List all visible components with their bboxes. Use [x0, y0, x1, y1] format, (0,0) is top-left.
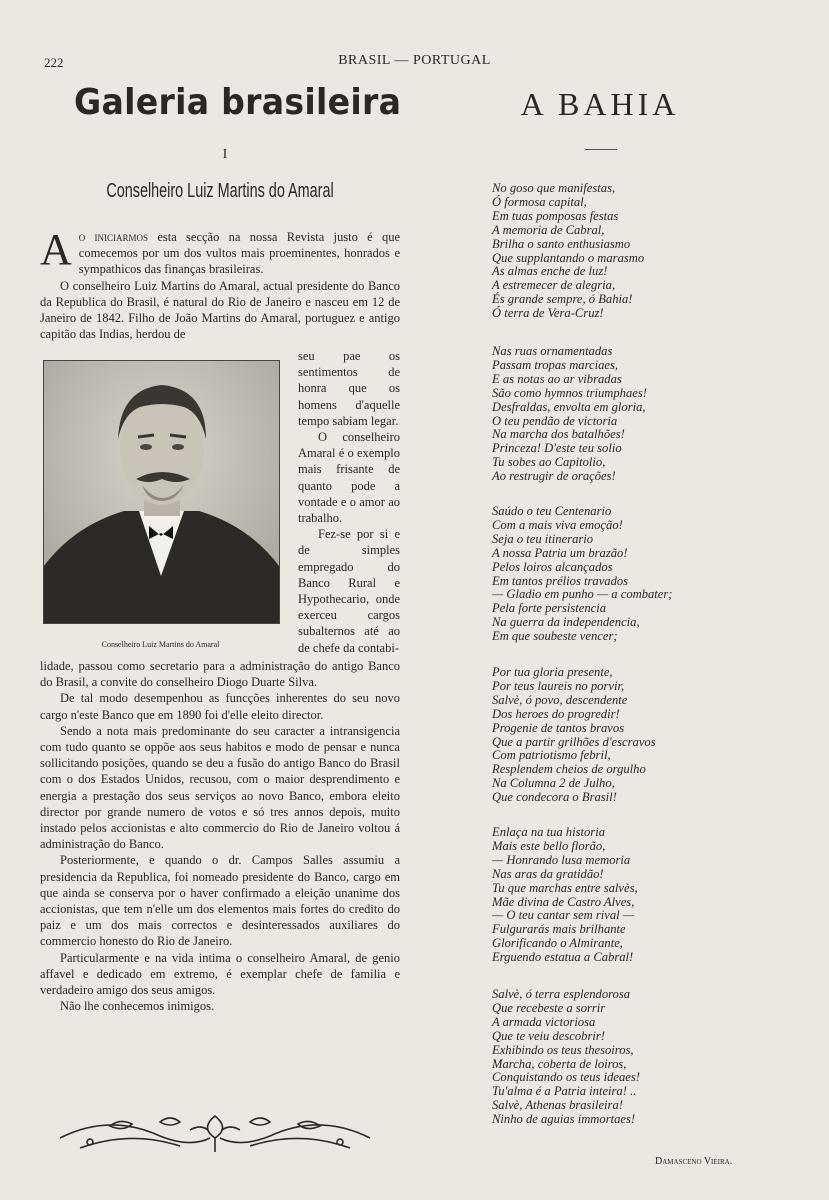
poem-line: Desfraldas, envolta em gloria,: [492, 399, 646, 414]
poem-line: Que te veiu descobrir!: [492, 1028, 605, 1043]
poem-line: Nas aras da gratidão!: [492, 866, 604, 881]
poem-line: Pelos loiros alcançados: [492, 559, 613, 574]
poem-signature: Damasceno Vieira.: [655, 1156, 733, 1167]
poem-line: Conquistando os teus ideaes!: [492, 1070, 640, 1085]
poem-line: Na marcha dos batalhões!: [492, 427, 625, 442]
section-numeral: I: [222, 147, 228, 162]
drop-cap: A: [40, 225, 72, 274]
poem-line: Ó formosa capital,: [492, 194, 587, 209]
article-side-column: [298, 348, 400, 656]
poem-stanza: [492, 345, 812, 484]
poem-line: Exhibindo os teus thesoiros,: [492, 1042, 634, 1057]
poem-line: Erguendo estatua a Cabral!: [492, 950, 634, 965]
poem-stanza: [492, 666, 812, 805]
intro-smallcaps: o iniciarmos: [78, 230, 149, 244]
article-title: Galeria brasileira: [74, 82, 402, 123]
poem-line: Seja o teu itinerario: [492, 531, 594, 546]
poem-line: Na Columna 2 de Julho,: [492, 776, 615, 791]
poem-stanza: [492, 826, 812, 965]
poem-line: — Honrando lusa memoria: [492, 852, 631, 867]
poem-line: Pela forte persistencia: [492, 601, 607, 616]
poem-line: Com patriotismo febril,: [492, 748, 611, 763]
poem-line: E as notas ao ar vibradas: [492, 371, 622, 386]
poem-line: Que a partir grilhões d'escravos: [492, 734, 656, 749]
poem-line: Tu'alma é a Patria inteira! ..: [492, 1084, 637, 1099]
poem-line: Com a mais viva emoção!: [492, 517, 623, 532]
poem-line: Ao restrugir de orações!: [492, 469, 616, 484]
poem-line: Resplendem cheios de orgulho: [492, 762, 646, 777]
poem-line: Passam tropas marciaes,: [492, 357, 619, 372]
paragraph: Particularmente e na vida intima o conselheiro Amaral, de genio affavel e dedicado em extremo, é exemplar chefe de familia e verdadeiro amigo dos seus amigos.: [40, 950, 400, 998]
running-head: BRASIL — PORTUGAL: [338, 53, 491, 68]
poem-line: Salvè, Athenas brasileira!: [492, 1098, 623, 1113]
intro-text: esta secção na nossa Revista justo é que comecemos por um dos vultos mais proeminentes, honrados e sympathicos das finanças brasileiras.: [78, 230, 400, 277]
paragraph: Fez-se por si e de simples empregado do Banco Rural e Hypothecario, onde exerceu cargos subalternos até ao de chefe da contabi-: [298, 527, 400, 655]
paragraph: Não lhe conhecemos inimigos.: [60, 999, 215, 1014]
poem-line: Em tuas pomposas festas: [492, 208, 619, 223]
poem-line: Marcha, coberta de loiros,: [492, 1056, 627, 1071]
poem-line: Em que soubeste vencer;: [492, 629, 618, 644]
poem-line: Brilha o santo enthusiasmo: [492, 236, 631, 251]
poem-line: Nas ruas ornamentadas: [492, 344, 613, 358]
poem-stanza: [492, 182, 812, 321]
portrait-illustration: [44, 361, 279, 623]
paragraph: Sendo a nota mais predominante do seu caracter a intransigencia com tudo quanto se oppõe aos seus habitos e modo de pensar e nunca sollicitando posições, quando se deu a fusão do antigo Banco do Brasil com o dos Estados Unidos, recusou, com o maior desprendimento e energia a prestação dos seus serviços ao novo Banco, embora eleito director por grande numero de votos e só tres annos depois, muito instado pelos accionistas e alto commercio do Rio de Janeiro voltou á administração do Banco.: [40, 723, 400, 852]
poem-line: Glorificando o Almirante,: [492, 936, 623, 951]
poem-line: Dos heroes do progredir!: [492, 706, 620, 721]
article-subheading: Conselheiro Luiz Martins do Amaral: [106, 180, 334, 202]
poem-line: São como hymnos triumphaes!: [492, 385, 647, 400]
paragraph: De tal modo desempenhou as funcções inherentes do seu novo cargo n'este Banco que em 1890 foi d'elle eleito director.: [40, 691, 400, 722]
poem-line: Que condecora o Brasil!: [492, 790, 617, 805]
paragraph: O conselheiro Amaral é o exemplo mais frisante de quanto pode a vontade e o amor ao trabalho.: [298, 430, 400, 526]
poem-line: Mãe divina de Castro Alves,: [492, 894, 635, 909]
poem-line: Em tantos prélios travados: [492, 573, 629, 588]
poem-line: Ninho de aguias immortaes!: [492, 1112, 636, 1127]
poem-line: És grande sempre, ó Bahia!: [492, 292, 633, 307]
page-number: 222: [44, 55, 64, 70]
ornament-vignette: [50, 1108, 380, 1158]
poem-line: Que recebeste a sorrir: [492, 1000, 606, 1015]
poem-title: A BAHIA: [520, 86, 680, 122]
article-intro: [40, 225, 400, 342]
paragraph: Posteriormente, e quando o dr. Campos Salles assumiu a presidencia da Republica, foi nomeado presidente do Banco, cargo em que ainda se conserva por o haver confirmado a eleição unanime dos accionistas, que tem n'elle um dos elementos mais fortes do credito do paiz e um dos mais correctos e desinteressados auxiliares do commercio honesto do Rio de Janeiro.: [40, 853, 400, 949]
poem-line: No goso que manifestas,: [492, 181, 616, 195]
title-rule: [585, 149, 617, 150]
poem-line: Princeza! D'este teu solio: [492, 441, 622, 456]
paragraph: seu pae os sentimentos de honra que os homens d'aquelle tempo sabiam legar.: [298, 349, 400, 428]
poem-line: Por teus laureis no porvir,: [492, 678, 625, 693]
poem-line: Que supplantando o marasmo: [492, 250, 645, 265]
poem-line: Progenie de tantos bravos: [492, 720, 625, 735]
poem-line: Saúdo o teu Centenario: [492, 504, 612, 518]
paragraph: O conselheiro Luiz Martins do Amaral, actual presidente do Banco da Republica do Brasil, é natural do Rio de Janeiro e nasceu em 12 de Janeiro de 1842. Filho de João Martins do Amaral, portuguez e antigo capitão das Indias, herdou de: [40, 278, 400, 342]
poem-line: Salvè, ó povo, descendente: [492, 692, 628, 707]
poem-line: Ó terra de Vera-Cruz!: [492, 306, 604, 321]
poem-line: Na guerra da independencia,: [492, 615, 640, 630]
poem-line: — O teu cantar sem rival —: [492, 908, 635, 923]
poem-line: Enlaça na tua historia: [492, 825, 605, 839]
poem-line: Mais este bello florão,: [492, 838, 606, 853]
poem-line: As almas enche de luz!: [492, 264, 608, 279]
poem-stanza: [492, 988, 812, 1127]
portrait-photo: [43, 360, 280, 624]
paragraph: lidade, passou como secretario para a administração do antigo Banco do Brasil, a convite do conselheiro Diogo Duarte Silva.: [40, 659, 400, 690]
poem-line: A nossa Patria um brazão!: [492, 545, 628, 560]
poem-line: A estremecer de alegria,: [492, 278, 616, 293]
poem-line: A armada victoriosa: [492, 1014, 596, 1029]
poem-line: O teu pendão de victoria: [492, 413, 618, 428]
poem-line: A memoria de Cabral,: [492, 222, 605, 237]
article-body: [40, 658, 400, 1014]
poem-line: Salvè, ó terra esplendorosa: [492, 987, 631, 1001]
poem-line: Tu sobes ao Capitolio,: [492, 455, 606, 470]
poem-line: Tu que marchas entre salvès,: [492, 880, 638, 895]
poem-line: Por tua gloria presente,: [492, 665, 613, 679]
photo-caption: Conselheiro Luiz Martins do Amaral: [101, 640, 220, 649]
poem-stanza: [492, 505, 812, 644]
poem-line: Fulgurarás mais brilhante: [492, 922, 626, 937]
poem-line: — Gladio em punho — a combater;: [492, 587, 673, 602]
